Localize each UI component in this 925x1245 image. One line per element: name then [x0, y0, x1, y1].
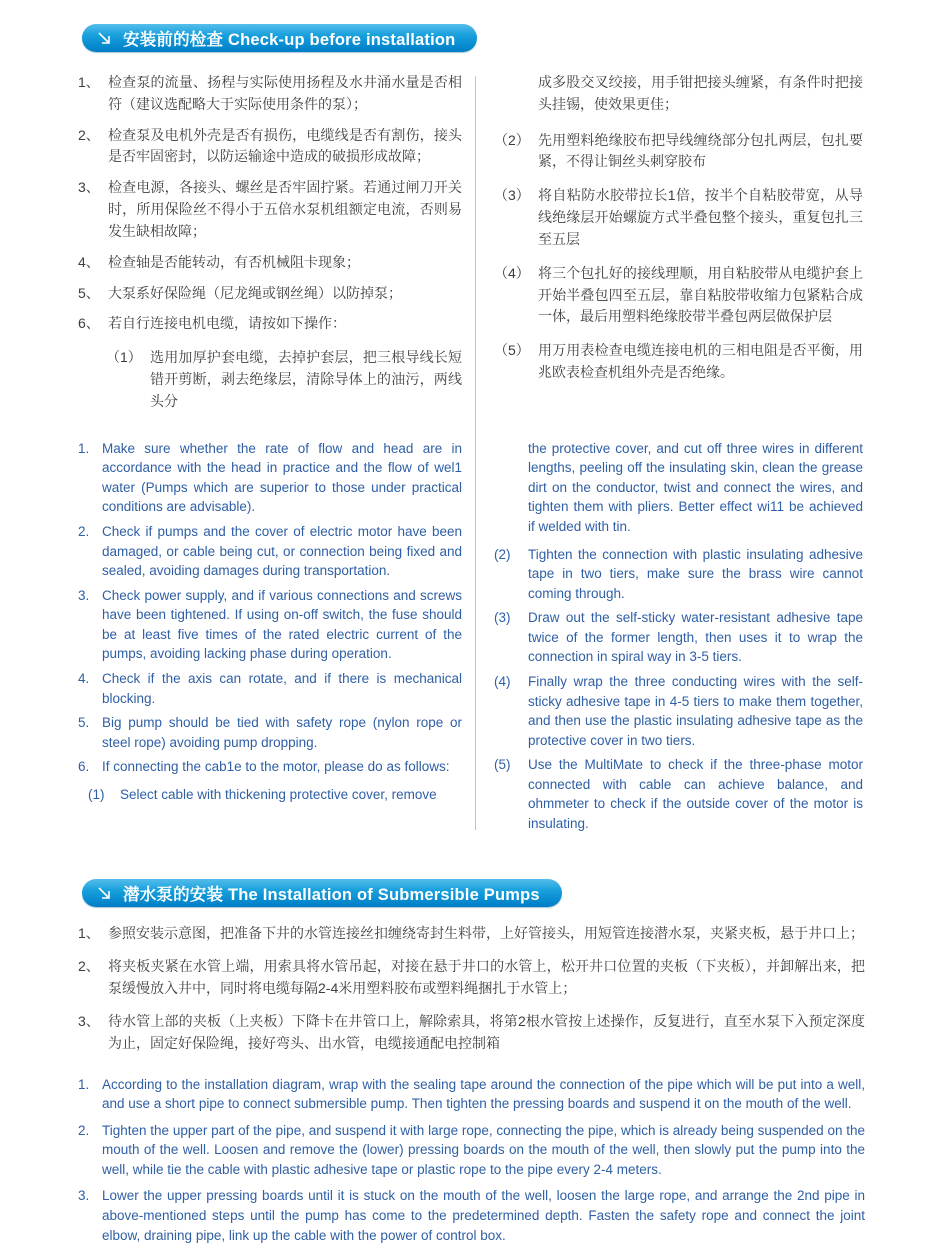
list-item — [78, 1075, 865, 1114]
item-text: Make sure whether the rate of flow and head are in accordance with the head in practice and the flow of wel1 water (Pumps which are superior to those under practical conditions are advisable). — [102, 440, 462, 515]
item-number: 2、 — [78, 958, 100, 975]
item-number: （2） — [494, 131, 530, 148]
item-text: Tighten the upper part of the pipe, and suspend it with large rope, connecting the pipe, which is already being suspended on the mouth of the well. Loosen and remove the (lower) pressing boards on the mouth of the well, then slowly put the pump into the well, while tie the cable with plastic adhesive tape or plastic rope to the pipe every 2-4 meters. — [102, 1122, 865, 1177]
list-item — [78, 669, 462, 708]
item-text: 成多股交叉绞接，用手钳把接头缠紧，有条件时把接头挂锡，使效果更佳； — [538, 74, 863, 112]
sub-list-item — [88, 785, 462, 805]
item-text: Finally wrap the three conducting wires with the self-sticky adhesive tape in 4-5 tiers to make them together, and then use the plastic insulating adhesive tape as the protective cover in two tiers. — [528, 673, 863, 748]
sub-list-item — [494, 672, 863, 750]
section2-chinese — [78, 923, 865, 1054]
item-text: Check power supply, and if various connections and screws have been tightened. If using on-off switch, the fuse should be at least five times of the rated electric current of the pumps, avoiding lacking phase during operation. — [102, 587, 462, 662]
item-number: 4. — [78, 670, 90, 686]
continuation-text — [494, 72, 863, 116]
item-number: 2. — [78, 524, 90, 540]
list-item — [78, 125, 462, 169]
item-number: （5） — [494, 342, 530, 359]
item-text: 检查泵的流量、扬程与实际使用扬程及水井涌水量是否相符（建议选配略大于实际使用条件的泵）； — [108, 74, 462, 112]
item-text: Use the MultiMate to check if the three-phase motor connected with cable can achieve balance, and ohmmeter to check if the outside cover of the motor is insulating. — [528, 757, 863, 831]
item-text: Big pump should be tied with safety rope (nylon rope or steel rope) avoiding pump dropping. — [102, 715, 462, 750]
list-item — [78, 439, 462, 517]
item-text: 将三个包扎好的接线理顺，用自粘胶带从电缆护套上开始半叠包四至五层，靠自粘胶带收缩力包紧粘合成一体，最后用塑料绝缘胶带半叠包两层做保护层 — [538, 264, 863, 325]
section1-banner — [82, 24, 477, 52]
item-text: Check if pumps and the cover of electric motor have been damaged, or cable being cut, or connection being fixed and sealed, avoiding damages during transportation. — [102, 524, 462, 579]
list-item — [78, 1186, 865, 1245]
sub-list-item — [494, 340, 863, 384]
item-number: 5、 — [78, 284, 100, 301]
sub-list-item — [106, 347, 462, 412]
list-item — [78, 757, 462, 777]
diagonal-arrow-icon — [96, 885, 113, 902]
item-number: 3. — [78, 587, 90, 603]
item-number: (4) — [494, 673, 511, 689]
item-text: According to the installation diagram, wrap with the sealing tape around the connection of the pipe which will be put into a well, and use a short pipe to connect submersible pump. Then tighten the pressing boards and suspend it on the mouth of the well. — [102, 1076, 865, 1112]
diagonal-arrow-icon — [96, 30, 113, 47]
sub-list-item — [494, 185, 863, 250]
item-number: (1) — [88, 786, 105, 802]
sub-list-item — [494, 263, 863, 328]
item-text: 大泵系好保险绳（尼龙绳或钢丝绳）以防掉泵； — [108, 284, 402, 301]
list-item — [78, 177, 462, 242]
item-number: (2) — [494, 546, 511, 562]
item-number: 1. — [78, 1076, 90, 1092]
item-text: 用万用表检查电缆连接电机的三相电阻是否平衡，用兆欧表检查机组外壳是否绝缘。 — [538, 342, 863, 381]
item-text: 检查泵及电机外壳是否有损伤，电缆线是否有割伤，接头是否牢固密封，以防运输途中造成的破损形成故障； — [108, 126, 462, 165]
item-number: (5) — [494, 757, 511, 773]
list-item — [78, 252, 462, 274]
list-item — [78, 313, 462, 335]
section2-english — [78, 1075, 865, 1245]
sub-list-item — [494, 130, 863, 174]
section1-english-left — [78, 439, 462, 839]
list-item — [78, 586, 462, 664]
item-number: （3） — [494, 187, 530, 204]
item-number: 6、 — [78, 315, 100, 332]
item-text: Check if the axis can rotate, and if there is mechanical blocking. — [102, 670, 462, 706]
item-text: the protective cover, and cut off three wires in different lengths, peeling off the insulating skin, clean the grease dirt on the conductor, twist and connect the wires, and tighten them with pliers. Better effect wi11 be achieved if welded with tin. — [528, 440, 863, 535]
list-item — [78, 956, 865, 1000]
item-number: 1、 — [78, 74, 100, 90]
item-number: 6. — [78, 759, 90, 775]
section1-body — [78, 72, 863, 838]
list-item — [78, 522, 462, 581]
item-text: 待水管上部的夹板（上夹板）下降卡在井管口上，解除索具，将第2根水管按上述操作，反复进行，直至水泵下入预定深度为止，固定好保险绳，接好弯头、出水管，电缆接通配电控制箱 — [108, 1012, 865, 1051]
section1-chinese-right — [494, 72, 863, 422]
section2-banner — [82, 879, 562, 907]
item-text: Draw out the self-sticky water-resistant adhesive tape twice of the former length, then uses it to wrap the connection in spiral way in 3-5 tiers. — [528, 610, 863, 665]
continuation-text — [494, 439, 863, 537]
item-text: 选用加厚护套电缆，去掉护套层，把三根导线长短错开剪断，剥去绝缘层，清除导体上的油污，两线头分 — [150, 349, 462, 409]
item-text: 检查轴是否能转动，有否机械阻卡现象； — [108, 253, 360, 270]
list-item — [78, 923, 865, 945]
column-divider — [475, 76, 476, 830]
section2-title: 潜水泵的安装 The Installation of Submersible Pumps — [123, 886, 540, 905]
item-text: If connecting the cab1e to the motor, please do as follows: — [102, 759, 450, 775]
list-item — [78, 283, 462, 305]
list-item — [78, 1121, 865, 1180]
item-text: Tighten the connection with plastic insulating adhesive tape in two tiers, make sure the brass wire cannot coming through. — [528, 546, 863, 601]
sub-list-item — [494, 545, 863, 604]
section1-title: 安装前的检查 Check-up before installation — [123, 31, 456, 49]
section1-chinese-left — [78, 72, 462, 422]
item-text: 将夹板夹紧在水管上端，用索具将水管吊起，对接在悬于井口的水管上，松开井口位置的夹板（下夹板），并卸解出来，把泵缓慢放入井中，同时将电缆每隔2-4米用塑料胶布或塑料绳捆扎于水管上； — [108, 958, 865, 997]
sub-list-item — [494, 608, 863, 667]
item-text: Lower the upper pressing boards until it is stuck on the mouth of the well, loosen the large rope, and arrange the 2nd pipe in above-mentioned steps until the pump has come to the predetermined depth. Fasten the safety rope and connect the joint elbow, draining pipe, link up the cable with the power of control box. — [102, 1188, 865, 1243]
item-number: （4） — [494, 264, 530, 281]
item-number: 1. — [78, 440, 90, 456]
list-item — [78, 1011, 865, 1055]
item-number: 4、 — [78, 253, 100, 270]
item-text: 先用塑料绝缘胶布把导线缠绕部分包扎两层，包扎要紧，不得让铜丝头刺穿胶布 — [538, 131, 863, 170]
item-number: 2、 — [78, 126, 100, 143]
item-number: 1、 — [78, 925, 100, 942]
item-number: （1） — [106, 349, 142, 366]
item-number: 2. — [78, 1122, 90, 1138]
item-number: 3、 — [78, 179, 100, 196]
item-number: (3) — [494, 610, 511, 626]
sub-list-item — [494, 755, 863, 833]
item-number: 3. — [78, 1188, 90, 1204]
item-text: 检查电源，各接头、螺丝是否牢固拧紧。若通过闸刀开关时，所用保险丝不得小于五倍水泵机组额定电流，否则易发生缺相故障； — [108, 179, 462, 239]
item-number: 5. — [78, 715, 90, 731]
item-text: Select cable with thickening protective cover, remove — [120, 786, 437, 802]
item-text: 若自行连接电机电缆，请按如下操作： — [108, 315, 346, 332]
list-item — [78, 713, 462, 752]
item-text: 将自粘防水胶带拉长1倍，按半个自粘胶带宽，从导线绝缘层开始螺旋方式半叠包整个接头，重复包扎三至五层 — [538, 187, 863, 247]
item-text: 参照安装示意图，把准备下井的水管连接丝扣缠绕寄封生料带，上好管接头，用短管连接潜水泵，夹紧夹板，悬于井口上； — [108, 925, 864, 942]
item-number: 3、 — [78, 1012, 100, 1029]
section1-english-right — [494, 439, 863, 839]
list-item — [78, 72, 462, 116]
